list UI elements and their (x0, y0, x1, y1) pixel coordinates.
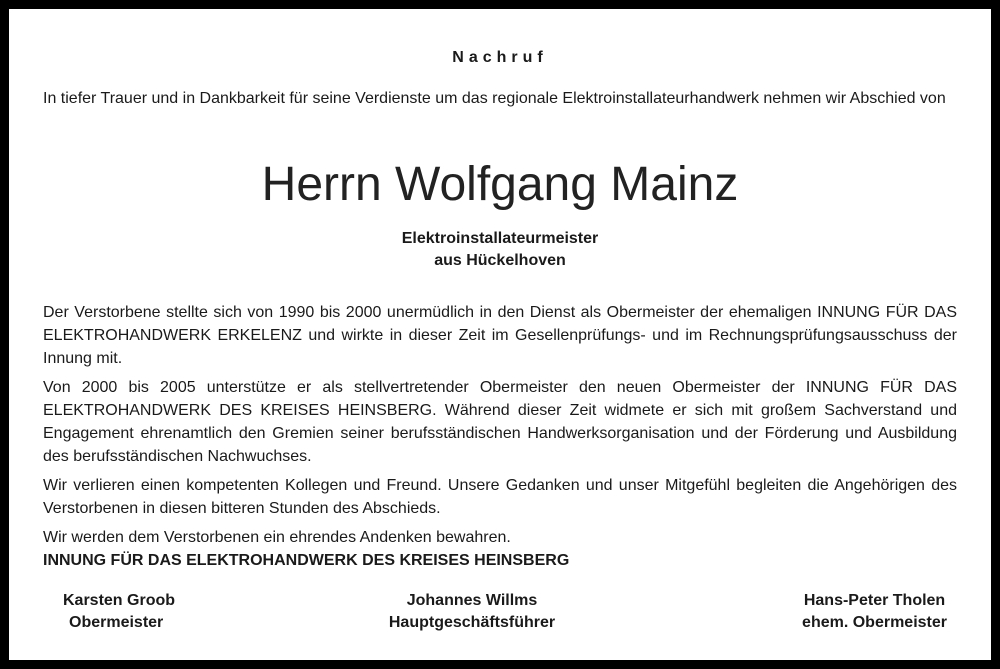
signatory-name: Hans-Peter Tholen (803, 592, 946, 609)
body-paragraph: Wir verlieren einen kompetenten Kollegen und Freund. Unsere Gedanken und unser Mitgefühl begleiten die Angehörigen des Verstorbenen in diesen bitteren Stunden des Abschieds. (43, 477, 957, 517)
intro-text: In tiefer Trauer und in Dankbarkeit für seine Verdienste um das regionale Elektroinstallateurhandwerk nehmen wir Abschied von (43, 90, 946, 107)
signatory-center (339, 590, 605, 634)
signatory-left (63, 590, 175, 634)
deceased-subtitle (9, 228, 991, 272)
signatory-name: Karsten Groob (63, 592, 176, 609)
notice-heading: Nachruf (452, 49, 548, 66)
signatory-role: Obermeister (69, 614, 164, 631)
obituary-body (43, 301, 957, 555)
organization-name: INNUNG FÜR DAS ELEKTROHANDWERK DES KREISES HEINSBERG (43, 552, 570, 569)
signatory-role: ehem. Obermeister (802, 614, 947, 631)
body-paragraph: Wir werden dem Verstorbenen ein ehrendes Andenken bewahren. (43, 529, 511, 546)
signatory-right (802, 590, 947, 634)
body-paragraph: Der Verstorbene stellte sich von 1990 bis 2000 unermüdlich in den Dienst als Obermeister der ehemaligen INNUNG FÜR DAS ELEKTROHANDWERK ERKELENZ und wirkte in dieser Zeit im Gesellenprüfungs- und im Rechnungsprüfungsausschuss der Innung mit. (43, 304, 957, 367)
deceased-profession: Elektroinstallateurmeister (401, 230, 599, 247)
signatory-role: Hauptgeschäftsführer (388, 614, 556, 631)
signatory-name: Johannes Willms (406, 592, 538, 609)
deceased-hometown: aus Hückelhoven (434, 252, 566, 269)
deceased-name: Herrn Wolfgang Mainz (261, 158, 739, 211)
body-paragraph: Von 2000 bis 2005 unterstütze er als stellvertretender Obermeister den neuen Obermeister der INNUNG FÜR DAS ELEKTROHANDWERK DES KREISES HEINSBERG. Während dieser Zeit widmete er sich mit großem Sachverstand und Engagement ehrenamtlich den Gremien seiner berufsständischen Handwerksorganisation und der Förderung und Ausbildung des berufsständischen Nachwuchses. (43, 379, 957, 465)
